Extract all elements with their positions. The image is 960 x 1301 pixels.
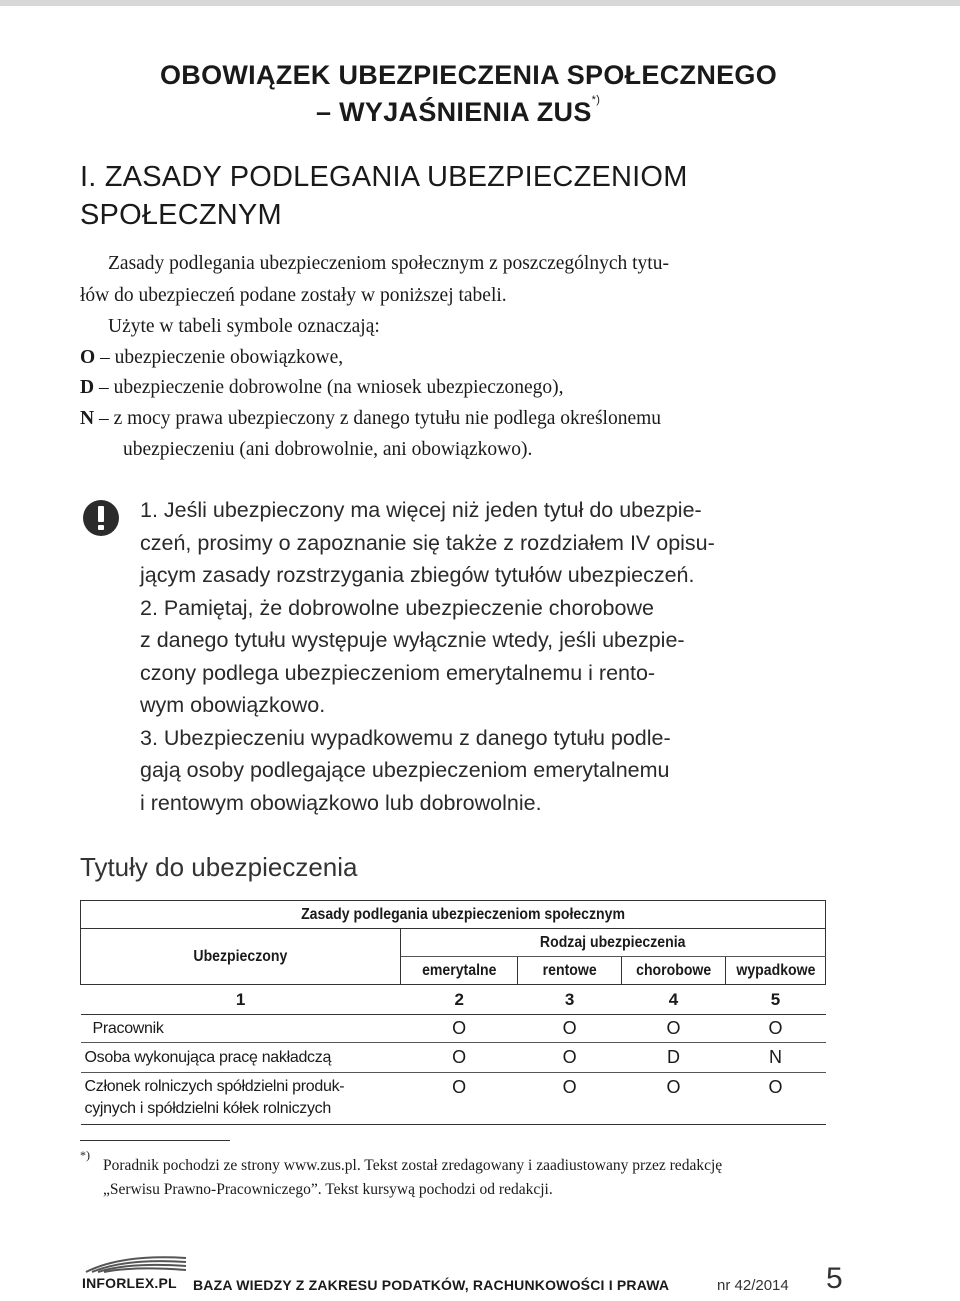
intro-line-2: łów do ubezpieczeń podane zostały w poniższej tabeli.: [80, 285, 507, 306]
table-heading: Tytuły do ubezpieczenia: [80, 852, 358, 882]
cell-value: O: [401, 1073, 518, 1125]
symbol-key: O: [80, 347, 96, 368]
footnote-line-1: Poradnik pochodzi ze strony www.zus.pl. Tekst został zredagowany i zaadiustowany przez redakcję: [103, 1157, 723, 1174]
cell-value: N: [725, 1043, 825, 1073]
page-title-line1: OBOWIĄZEK UBEZPIECZENIA SPOŁECZNEGO: [160, 60, 778, 90]
column-header-text: emerytalne: [422, 961, 497, 979]
note-line: i rentowym obowiązkowo lub dobrowolnie.: [140, 790, 542, 815]
note-line: z danego tytułu występuje wyłącznie wtedy, jeśli ubezpie-: [140, 628, 685, 652]
exclamation-icon: [83, 500, 119, 536]
column-number: 3: [518, 985, 622, 1015]
symbol-text: – z mocy prawa ubezpieczony z danego tytułu nie podlega określonemu: [94, 408, 662, 429]
page-title-line2: [316, 94, 601, 128]
column-header-text: wypadkowe: [735, 961, 816, 979]
column-header-insured-text: Ubezpieczony: [193, 947, 288, 965]
section-heading-line1: I. ZASADY PODLEGANIA UBEZPIECZENIOM: [80, 161, 688, 193]
footer-brand: INFORLEX.PL: [82, 1275, 177, 1291]
page-title-line2-text: – WYJAŚNIENIA ZUS: [316, 97, 592, 127]
note-line: gają osoby podlegające ubezpieczeniom emerytalnemu: [140, 758, 670, 782]
footer-issue: nr 42/2014: [717, 1277, 789, 1294]
column-header: [725, 957, 825, 985]
footnote-line-2: „Serwisu Prawno-Pracowniczego”. Tekst kursywą pochodzi od redakcji.: [103, 1181, 553, 1198]
table-top-header: [300, 901, 826, 929]
inforlex-logo-icon: [82, 1252, 190, 1274]
column-header-insured: [81, 929, 401, 985]
cell-value: O: [622, 1015, 726, 1043]
page-number: 5: [826, 1262, 843, 1295]
cell-value: O: [518, 1043, 622, 1073]
note-line: wym obowiązkowo.: [140, 693, 326, 717]
column-header: [518, 957, 622, 985]
cell-value: O: [518, 1015, 622, 1043]
row-label: Pracownik: [81, 1015, 401, 1043]
column-number: 4: [622, 985, 726, 1015]
footer-title: BAZA WIEDZY Z ZAKRESU PODATKÓW, RACHUNKOWOŚCI I PRAWA: [193, 1277, 670, 1293]
cell-value: D: [622, 1043, 726, 1073]
table-row: [81, 1015, 826, 1043]
footnote-reference: *): [591, 94, 601, 106]
table-number-row: [81, 985, 826, 1015]
table-row: [81, 1043, 826, 1073]
column-number: 2: [401, 985, 518, 1015]
row-label: Osoba wykonująca pracę nakładczą: [81, 1043, 401, 1073]
symbols-intro: Użyte w tabeli symbole oznaczają:: [108, 316, 380, 337]
column-group-header: [401, 929, 826, 957]
row-label-line: cyjnych i spółdzielni kółek rolniczych: [84, 1100, 331, 1117]
column-header: [401, 957, 518, 985]
column-number: 1: [81, 985, 401, 1015]
section-heading: [80, 158, 760, 234]
page-top-edge: [0, 0, 960, 6]
symbol-text: – ubezpieczenie obowiązkowe,: [95, 347, 344, 368]
symbol-text: – ubezpieczenie dobrowolne (na wniosek ubezpieczonego),: [94, 377, 564, 398]
cell-value: O: [401, 1043, 518, 1073]
column-group-header-text: Rodzaj ubezpieczenia: [540, 933, 686, 951]
cell-value: O: [518, 1073, 622, 1125]
table-row: [81, 1073, 826, 1125]
symbol-key: D: [80, 377, 95, 398]
row-label: [81, 1073, 401, 1125]
footnote-mark: *): [80, 1148, 90, 1162]
info-note: [140, 494, 820, 819]
note-line: 3. Ubezpieczeniu wypadkowemu z danego tytułu podle-: [140, 725, 671, 750]
note-line: czony podlega ubezpieczeniom emerytalnemu i rento-: [140, 660, 656, 685]
symbol-d-definition: [80, 373, 564, 403]
column-number: 5: [725, 985, 825, 1015]
note-line: jącym zasady rozstrzygania zbiegów tytułów ubezpieczeń.: [140, 563, 695, 587]
insurance-rules-table: [80, 900, 826, 1125]
column-header-text: chorobowe: [635, 961, 712, 979]
table-group-header-row: [81, 929, 826, 957]
symbol-n-definition: [80, 404, 661, 434]
note-line: 1. Jeśli ubezpieczony ma więcej niż jeden tytuł do ubezpie-: [140, 498, 702, 522]
cell-value: O: [725, 1073, 825, 1125]
footnote-divider: [80, 1140, 230, 1141]
note-line: 2. Pamiętaj, że dobrowolne ubezpieczenie chorobowe: [140, 595, 654, 620]
note-line: czeń, prosimy o zapoznanie się także z rozdziałem IV opisu-: [140, 530, 715, 555]
table-header-row: [81, 901, 826, 929]
row-label-line: Członek rolniczych spółdzielni produk-: [84, 1078, 345, 1095]
intro-line-1: Zasady podlegania ubezpieczeniom społecznym z poszczególnych tytu-: [108, 253, 669, 274]
cell-value: O: [401, 1015, 518, 1043]
symbol-key: N: [80, 408, 95, 429]
section-heading-line2: SPOŁECZNYM: [80, 199, 282, 231]
cell-value: O: [725, 1015, 825, 1043]
table-top-header-text: Zasady podlegania ubezpieczeniom społecznym: [300, 905, 625, 923]
symbol-n-definition-cont: ubezpieczeniu (ani dobrowolnie, ani obowiązkowo).: [123, 439, 533, 460]
column-header: [622, 957, 726, 985]
symbol-o-definition: [80, 343, 343, 373]
column-header-text: rentowe: [542, 961, 597, 979]
cell-value: O: [622, 1073, 726, 1125]
